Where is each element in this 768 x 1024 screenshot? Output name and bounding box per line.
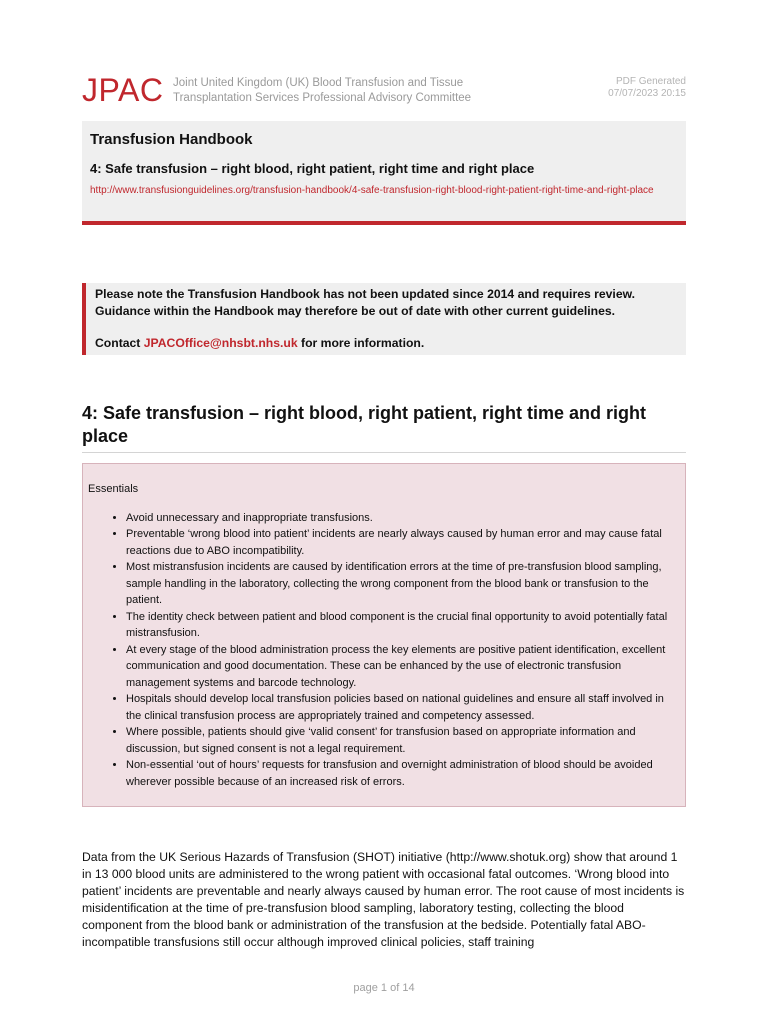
organisation-name-line2: Transplantation Services Professional Advisory Committee xyxy=(173,92,472,104)
main-heading: 4: Safe transfusion – right blood, right patient, right time and right place xyxy=(82,402,686,453)
essentials-title: Essentials xyxy=(88,483,139,495)
notice-line1: Please note the Transfusion Handbook has not been updated since 2014 and requires review. xyxy=(95,287,636,301)
organisation-name-line1: Joint United Kingdom (UK) Blood Transfusion and Tissue xyxy=(173,77,464,89)
chapter-title: 4: Safe transfusion – right blood, right patient, right time and right place xyxy=(90,161,535,176)
essentials-box xyxy=(82,463,686,807)
list-item: • Most mistransfusion incidents are caused by identification errors at the time of pre-transfusion blood sampling, sample handling in the laboratory, collecting the wrong component from the blood bank or transfusion to the patient. xyxy=(126,559,677,609)
notice-line2: Guidance within the Handbook may therefore be out of date with other current guidelines. xyxy=(95,303,616,318)
jpac-logo: JPAC xyxy=(82,72,164,108)
pdf-generated-date: 07/07/2023 20:15 xyxy=(608,87,686,99)
page-number: page 1 of 14 xyxy=(353,982,415,994)
notice-contact xyxy=(95,335,676,352)
body-paragraph: Data from the UK Serious Hazards of Transfusion (SHOT) initiative (http://www.shotuk.org) show that around 1 in 13 000 blood units are administered to the wrong patient with occasional fatal outcomes. ‘Wrong blood into patient’ incidents are preventable and nearly always caused by human error. The root cause of most incidents is misidentification at the time of pre-transfusion blood sampling, laboratory testing, collecting the blood component from the blood bank or administration of the transfusion at the bedside. Potentially fatal ABO-incompatible transfusions still occur although improved clinical policies, staff training xyxy=(82,850,685,949)
pdf-generated-label: PDF Generated xyxy=(615,76,686,87)
chapter-url-link[interactable]: http://www.transfusionguidelines.org/transfusion-handbook/4-safe-transfusion-right-blood-right-patient-right-time-and-right-place xyxy=(90,185,654,196)
list-item: • Non-essential ‘out of hours’ requests for transfusion and overnight administration of blood should be avoided wherever possible because of an increased risk of errors. xyxy=(126,757,677,790)
contact-email-link[interactable]: JPACOffice@nhsbt.nhs.uk xyxy=(143,336,298,350)
list-item: • Where possible, patients should give ‘valid consent’ for transfusion based on appropriate information and discussion, but signed consent is not a legal requirement. xyxy=(126,724,677,757)
list-item: • The identity check between patient and blood component is the crucial final opportunity to avoid potentially fatal mistransfusion. xyxy=(126,609,677,642)
handbook-title: Transfusion Handbook xyxy=(90,131,253,148)
organisation-name xyxy=(173,76,471,106)
pdf-generated xyxy=(608,76,686,99)
contact-suffix: for more information. xyxy=(297,336,425,350)
essentials-list xyxy=(88,510,677,791)
list-item: • Preventable ‘wrong blood into patient’ incidents are nearly always caused by human error and may cause fatal reactions due to ABO incompatibility. xyxy=(126,526,677,559)
contact-prefix: Contact xyxy=(95,336,144,350)
review-notice xyxy=(82,283,686,355)
list-item: • Avoid unnecessary and inappropriate transfusions. xyxy=(126,510,677,527)
list-item: • At every stage of the blood administration process the key elements are positive patient identification, excellent communication and good documentation. These can be enhanced by the use of electronic transfusion management systems and barcode technology. xyxy=(126,642,677,692)
list-item: • Hospitals should develop local transfusion policies based on national guidelines and ensure all staff involved in the clinical transfusion process are appropriately trained and competency assessed. xyxy=(126,691,677,724)
title-box xyxy=(82,121,686,225)
page-header xyxy=(82,72,686,112)
